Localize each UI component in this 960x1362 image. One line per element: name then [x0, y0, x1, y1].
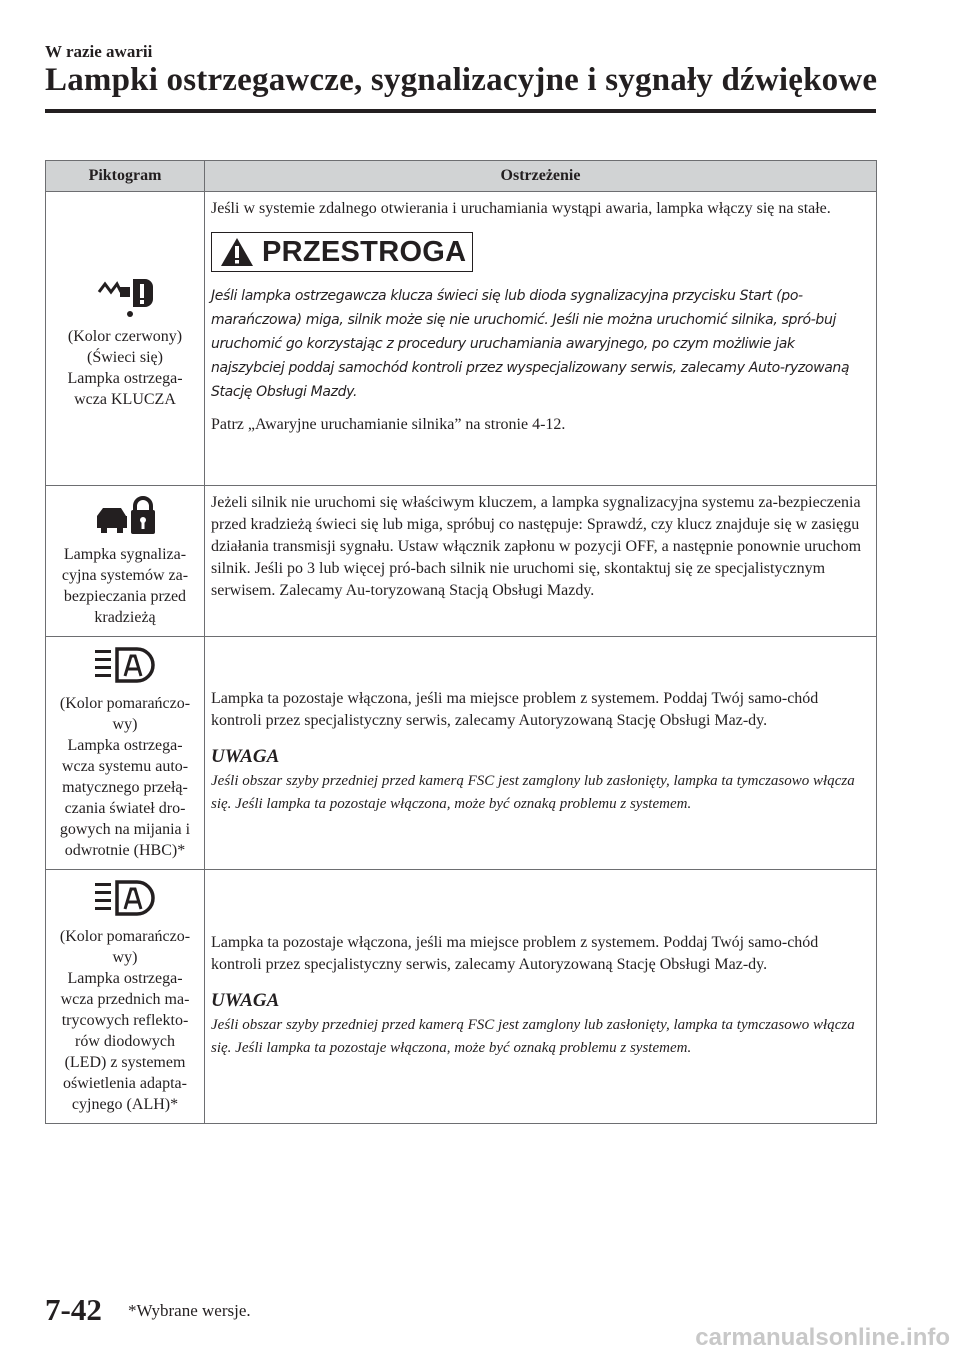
- pictogram-line: wcza przednich ma-: [60, 991, 190, 1008]
- pictogram-cell: [46, 870, 205, 1124]
- pictogram-line: czania świateł dro-: [64, 800, 186, 817]
- title-rule: [45, 109, 876, 113]
- pictogram-line: Lampka ostrzega-: [67, 369, 183, 387]
- pictogram-line: odwrotnie (HBC)*: [64, 842, 186, 859]
- note-label: UWAGA: [211, 746, 280, 767]
- column-header-warning: Ostrzeżenie: [205, 161, 877, 192]
- pictogram-line: kradzieżą: [94, 609, 156, 626]
- pictogram-cell: [46, 192, 205, 486]
- pictogram-line: trycowych reflekto-: [61, 1012, 189, 1029]
- warning-cell: [205, 486, 877, 637]
- section-label: W razie awarii: [45, 42, 153, 61]
- footnote: *Wybrane wersje.: [128, 1301, 251, 1320]
- pictogram-line: Lampka sygnaliza-: [63, 546, 187, 563]
- caution-label: PRZESTROGA: [262, 236, 467, 268]
- car-lock-icon: [93, 496, 157, 536]
- key-warning-icon: [93, 270, 157, 318]
- pictogram-line: oświetlenia adapta-: [63, 1075, 187, 1092]
- table-header-row: [46, 161, 877, 192]
- column-header-pictogram: Piktogram: [46, 161, 205, 192]
- auto-headlight-icon: [93, 647, 157, 685]
- pictogram-line: (Kolor czerwony): [67, 327, 183, 345]
- page-reference: Patrz „Awaryjne uruchamianie silnika” na stronie 4-12.: [211, 416, 566, 433]
- note-text: Jeśli obszar szyby przedniej przed kamerą FSC jest zamglony lub zasłonięty, lampka ta tymczasowo włącza się. Jeśli lampka ta pozostaje włączona, może być oznaką problemu z systemem.: [211, 1016, 855, 1056]
- pictogram-line: cyjnego (ALH)*: [71, 1096, 179, 1113]
- pictogram-line: gowych na mijania i: [59, 821, 191, 838]
- warning-text: Lampka ta pozostaje włączona, jeśli ma miejsce problem z systemem. Poddaj Twój samo-chód kontroli przez specjalistyczny serwis, zalecamy Autoryzowaną Stację Obsługi Maz-dy.: [211, 933, 819, 973]
- table-row: [46, 637, 877, 870]
- pictogram-line: wcza systemu auto-: [61, 758, 189, 775]
- note-label: UWAGA: [211, 989, 280, 1011]
- warning-table: [45, 160, 877, 1124]
- pictogram-cell: [46, 637, 205, 870]
- note-text: Jeśli obszar szyby przedniej przed kamerą FSC jest zamglony lub zasłonięty, lampka ta tymczasowo włącza się. Jeśli lampka ta pozostaje włączona, może być oznaką problemu z systemem.: [211, 773, 855, 812]
- warning-cell: [205, 637, 877, 870]
- pictogram-line: Lampka ostrzega-: [67, 970, 183, 987]
- pictogram-line: wy): [112, 949, 138, 966]
- page-title: Lampki ostrzegawcze, sygnalizacyjne i sygnały dźwiękowe: [45, 62, 878, 98]
- table-row: [46, 486, 877, 637]
- warning-cell: [205, 870, 877, 1124]
- caution-text: Jeśli lampka ostrzegawcza klucza świeci się lub dioda sygnalizacyjna przycisku Start (po-marańczowa) miga, silnik może się nie uruchomić. Jeśli nie można uruchomić silnika, spró-buj uruchomić go korzystając z procedury uruchamiania awaryjnego, po czym możliwie jak najszybciej poddaj samochód kontroli przez wyspecjalizowany serwis, zalecamy Auto-ryzowaną Stację Obsługi Mazdy.: [211, 288, 850, 400]
- auto-headlight-icon: [93, 880, 157, 918]
- pictogram-line: Lampka ostrzega-: [67, 737, 183, 754]
- table-row: [46, 192, 877, 486]
- warning-triangle-icon: [220, 237, 254, 267]
- pictogram-cell: [46, 486, 205, 637]
- watermark: carmanualsonline.info: [695, 1324, 950, 1351]
- warning-text: Jeżeli silnik nie uruchomi się właściwym kluczem, a lampka sygnalizacyjna systemu za-bezpieczenia przed kradzieżą świeci się lub miga, spróbuj co następuje: Sprawdź, czy klucz znajduje się w zasięgu działania transmisji sygnału. Ustaw włącznik zapłonu w pozycji OFF, a następnie ponownie uruchom silnik. Jeśli po 3 lub więcej pró-bach silnik nie uruchomi się, skontaktuj się ze specjalistycznym serwisem. Zalecamy Au-toryzowaną Stacją Obsługi Mazdy.: [211, 494, 862, 599]
- pictogram-line: matycznego przełą-: [62, 779, 188, 796]
- caution-box: [211, 232, 473, 272]
- pictogram-line: (Kolor pomarańczo-: [59, 928, 191, 945]
- warning-text: Lampka ta pozostaje włączona, jeśli ma miejsce problem z systemem. Poddaj Twój samo-chód kontroli przez specjalistyczny serwis, zalecamy Autoryzowaną Stację Obsługi Maz-dy.: [211, 690, 819, 729]
- pictogram-line: (LED) z systemem: [64, 1054, 186, 1071]
- pictogram-line: wy): [112, 716, 138, 733]
- pictogram-line: wcza KLUCZA: [74, 390, 176, 408]
- pictogram-line: (Świeci się): [87, 348, 163, 366]
- page-number: 7-42: [45, 1292, 102, 1327]
- warning-cell: [205, 192, 877, 486]
- table-row: [46, 870, 877, 1124]
- warning-intro: Jeśli w systemie zdalnego otwierania i uruchamiania wystąpi awaria, lampka włączy się na stałe.: [211, 200, 831, 217]
- pictogram-line: (Kolor pomarańczo-: [59, 695, 191, 712]
- pictogram-line: rów diodowych: [75, 1033, 175, 1050]
- pictogram-line: bezpieczania przed: [63, 588, 187, 605]
- pictogram-line: cyjna systemów za-: [61, 567, 189, 584]
